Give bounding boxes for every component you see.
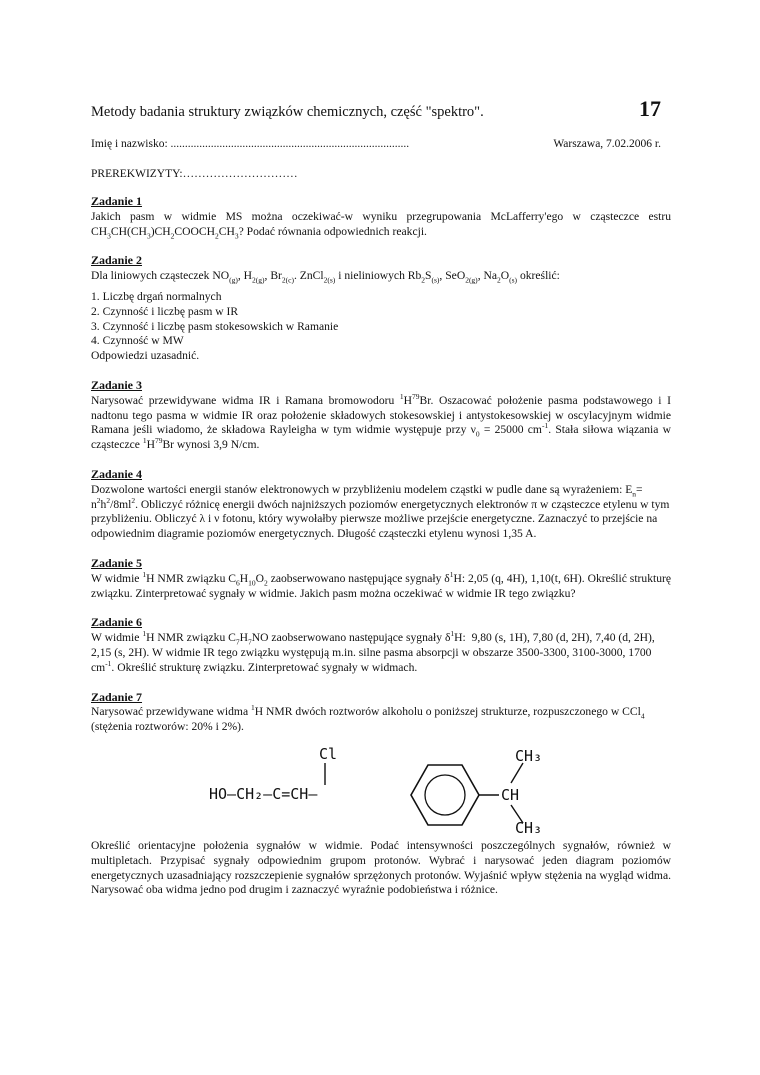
task-4 — [91, 467, 671, 542]
task-text: W widmie $^1$H NMR związku $C_6H_{10}O_2$ zaobserwowano następujące sygnały $\delta^1H$: 2,05 (q, 4H), 1,10(t, 6H). Określić strukturę związku. Zinterpretować sygnały w widmie. Jakich pasm można oczekiwać w widmie IR tego związku? — [91, 569, 672, 600]
task-closing: Odpowiedzi uzasadnić. — [91, 349, 200, 363]
molecule-chlorine: Cl — [319, 744, 338, 763]
task-6 — [91, 615, 671, 675]
benzene-ring — [411, 765, 479, 825]
task-5 — [91, 556, 671, 601]
task-text: Dla liniowych cząsteczek $NO_{(g)}$, $H_{2(g)}$, $Br_{2(c)}$. ZnCl$_{2(s)}$ i nieliniowych $Rb_2S_{(s)}$, SeO$_{2(g)}$, $Na_2O_{(s)}$ określić: — [91, 269, 560, 285]
task-heading: Zadanie 1 — [91, 194, 143, 208]
molecule-structure — [91, 741, 671, 833]
task-heading: Zadanie 3 — [91, 377, 143, 392]
task-heading: Zadanie 5 — [91, 555, 143, 570]
page-number: 17 — [639, 96, 661, 121]
list-item: 4. Czynność w MW — [91, 334, 184, 348]
task-1 — [91, 194, 671, 239]
task-heading: Zadanie 2 — [91, 253, 143, 268]
methyl-top: CH₃ — [515, 746, 543, 765]
list-item: 1. Liczbę drgań normalnych — [91, 289, 222, 303]
task-text: Jakich pasm w widmie MS można oczekiwać-w wyniku przegrupowania McLafferry'ego w cząsteczce estru $CH_3CH(CH_3)CH_2COOCH_2CH_3$? Podać równania odpowiednich reakcji. — [91, 209, 671, 240]
methine: CH — [501, 785, 520, 804]
task-3 — [91, 378, 671, 453]
document-title: Metody badania struktury związków chemicznych, część "spektro". — [91, 104, 484, 120]
meta-line — [91, 138, 671, 154]
task-list — [91, 290, 671, 349]
task-heading: Zadanie 4 — [91, 466, 143, 481]
prerequisites: PREREKWIZYTY:………………………… — [91, 168, 298, 180]
list-item: 2. Czynność i liczbę pasm w IR — [91, 304, 239, 318]
task-text: Narysować przewidywane widma $^1$H NMR dwóch roztworów alkoholu o poniższej strukturze, rozpuszczonego w CCl$_4$ (stężenia roztworów: 20% i 2%). — [91, 703, 645, 734]
list-item: 3. Czynność i liczbę pasm stokesowskich w Ramanie — [91, 319, 339, 333]
page — [91, 96, 671, 898]
methyl-bottom: CH₃ — [515, 818, 543, 833]
task-heading: Zadanie 7 — [91, 689, 143, 704]
task-7 — [91, 690, 671, 899]
name-field: Imię i nazwisko: ................................................................................... — [91, 138, 410, 150]
date: Warszawa, 7.02.2006 r. — [553, 138, 661, 150]
task-text: Narysować przewidywane widma IR i Ramana bromowodoru $^1H^{79}Br$. Oszacować położenie pasma podstawowego i I nadtonu tego pasma w widmie IR oraz położenie składowych stokesowskiej i antystokesowskiej w oscylacyjnym widmie Ramana jeśli wiadomo, że składowa Rayleigha w tym widmie występuje przy $\nu_0 = 25000$ $cm^{-1}$. Stała siłowa wiązania w cząsteczce $^1H^{79}Br$ wynosi 3,9 N/cm. — [91, 391, 671, 452]
task-text: Dozwolone wartości energii stanów elektronowych w przybliżeniu modelem cząstki w pudle dane są wyrażeniem: $E_n= n^2h^2/8ml^2$. Obliczyć różnicę energii dwóch najniższych poziomów energetycznych elektronów π w cząsteczce etylenu w tym przybliżeniu. Obliczyć λ i ν fotonu, który wywołałby pierwsze możliwe przejście energetyczne. Zaznaczyć to przejście na odpowiednim diagramie poziomów energetycznych. Długość cząsteczki etylenu wynosi 1,35 A. — [91, 482, 670, 541]
task-text: W widmie $^1$H NMR związku $C_7H_7NO$ zaobserwowano następujące sygnały $\delta^1H$: 9,80 (s, 1H), 7,80 (d, 2H), 7,40 (d, 2H), 2,15 (s, 2H). W widmie IR tego związku występują m.in. silne pasma absorpcji w obszarze 3500-3300, 3100-3000, 1700 $cm^{-1}$. Określić strukturę związku. Zinterpretować sygnały w widmach. — [91, 629, 655, 674]
molecule-chain: HO—CH₂—C=CH— — [209, 784, 318, 803]
task-heading: Zadanie 6 — [91, 615, 143, 630]
document-header — [91, 96, 671, 126]
task-text-after: Określić orientacyjne położenia sygnałów w widmie. Podać intensywności poszczególnych sygnałów, również w multipletach. Przypisać sygnały odpowiednim grupom protonów. Wybrać i narysować jeden diagram poziomów energetycznych uzasadniający rozszczepienie sygnałów sprzężonych protonów. Wyjaśnić wpływ stężenia na wygląd widma. Narysować oba widma jedno pod drugim i zaznaczyć wyraźnie podobieństwa i różnice. — [91, 838, 671, 897]
task-2 — [91, 253, 671, 364]
